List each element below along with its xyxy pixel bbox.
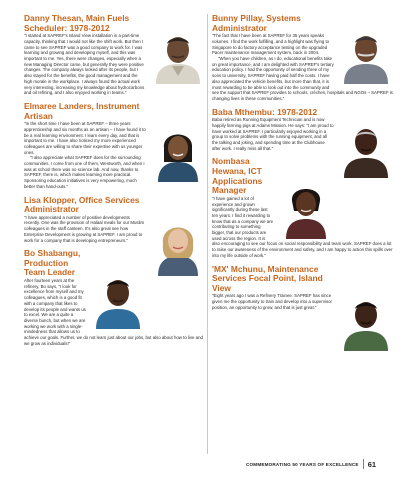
profile-name: Bo Shabangu, Production: [24, 248, 81, 268]
quote-paragraph: "I have gained a lot of experience and grown significantly during these last ten years. I find it rewarding to know that as a company we are contributing to something bigger, that our products are used across the region. It is also encouraging to see our focus on social responsibility and team work. SAPREF does a lot to raise our awareness of the environment and safety, and I am happy to action this spills over into my life outside of work.": [212, 195, 393, 258]
profile-nombasa-hewana: [212, 157, 394, 258]
page-footer: [246, 458, 376, 470]
column-divider: [207, 14, 208, 454]
profile-role: Administrator: [24, 204, 79, 215]
profile-danny-thesan: [24, 14, 206, 96]
profile-name: 'MX' Mchunu, Maintenance: [212, 263, 319, 274]
footer-text: COMMEMORATING 50 YEARS OF EXCELLENCE: [246, 461, 359, 467]
profile-role: Administrator: [212, 22, 267, 33]
quote-paragraph: "In the short time I have been at SAPREF – three years apprenticeship and six months as an artisan – I have found it to be a real learning environment. I learn every day, and that is important to me. I have also noticed my more experienced colleagues are willing to share their expertise with us younger ones.: [24, 121, 146, 155]
profile-bunny-pillay: [212, 14, 394, 102]
quote-paragraph: "I also appreciate what SAPREF does for the surrounding communities. I come from one of them, Wentworth, and when I was at school there was no science lab. And now, thanks to SAPREF, there is, which makes learning more practical. Sponsoring education initiatives is very empowering, much better than hand-outs.": [24, 155, 145, 189]
profile-lisa-klopper: [24, 196, 206, 244]
profile-role: Team Leader: [24, 267, 76, 278]
quote-paragraph: After fourteen years at the refinery, Bo says, "I look for excellence from myself and my colleagues, which is a good fit with a company that likes to develop its people and wants us to excel. We are a quite a diverse bunch, but when we are working we work with a single-mindedness that allows us to achieve our goals. Further, we do not learn just about our jobs, but also about how to live and we grow as individuals!": [24, 278, 203, 346]
profile-name: Elmaree Landers, Instrument: [24, 100, 140, 111]
profile-name: Lisa Klopper, Office Services: [24, 194, 140, 205]
profile-role: Scheduler: 1978-2012: [24, 22, 110, 33]
profile-name: Baba Mthembu: 1978-2012: [212, 106, 318, 117]
footer-divider: [363, 459, 364, 469]
portrait-photo: [150, 122, 206, 182]
profile-role: Applications Manager: [212, 175, 263, 196]
quote-paragraph: "When you have children, as I do, educational benefits take on great importance, and I am delighted with SAPREF's tertiary education policy. I had the opportunity of sending three of my sons to university, SAPREF having paid half the costs. I have also appreciated the vehicle benefits, but more than that, it is most rewarding to be able to look out into the community and see the support that SAPREF provides to schools, crèches, hospitals and NGOs – SAPREF is changing lives in these communities.": [212, 56, 393, 101]
portrait-photo: [90, 267, 146, 329]
page-number: 61: [367, 459, 377, 469]
profile-role: Artisan: [24, 110, 53, 121]
profile-bo-shabangu: [24, 249, 206, 346]
portrait-photo: [338, 289, 394, 351]
profile-elmaree-landers: [24, 102, 206, 190]
quote-paragraph: "Eight years ago I was a Refinery Trainee. SAPREF has since given me the opportunity to train and develop into a supervisor position, an opportunity to grow, and that is just great.": [212, 293, 333, 310]
portrait-photo: [150, 26, 206, 84]
quote-paragraph: "I have appreciated a number of positive developments recently. One was the provision of Halaal meals for our Muslim colleagues in the staff canteen. It's also great see how Enterprise Development is growing at SAPREF. I am proud to work for a company that is developing entrepreneurs.": [24, 214, 145, 243]
quote-paragraph: "The fact that I have been at SAPREF for 35 years speaks volumes. I find the work fulfilling, and a highlight was flying to Singapore to do factory acceptance testing on the upgraded Pacer maintenance management system, back in 2004.: [212, 33, 330, 56]
profile-name: Bunny Pillay, Systems: [212, 13, 301, 23]
left-column: [24, 14, 206, 352]
profile-name: Nombasa Hewana, ICT: [212, 156, 262, 177]
profile-role: Services Focal Point, Island: [212, 273, 323, 284]
portrait-photo: [338, 26, 394, 84]
right-column: [212, 14, 394, 353]
profile-baba-mthembu: [212, 108, 394, 152]
profile-mx-mchunu: [212, 265, 394, 311]
quote-paragraph: Baba retired as Running Equipment Technician and is now happily farming pigs at Adams Mission. He says: "I am proud to have worked at SAPREF. I particularly enjoyed working in a group to solve problems with the running equipment, and all the talking and joking, and spending time at the Clubhouse after work. I really miss all that.": [212, 117, 334, 151]
profile-role: View: [212, 282, 231, 293]
profile-name: Danny Thesan, Main Fuels: [24, 13, 130, 23]
portrait-photo: [278, 177, 334, 239]
quote-paragraph: "I started at SAPREF's Island View installation in a part-time capacity, thinking that I would not like the shift work. But then I came to see SAPREF was a good company to work for. I was learning and growing and developing myself, and this was important to me. Yes, there were changes, especially when a new Managing Director came, but generally they were positive changes. The company always looked after its people, but I also stayed for the benefits, the good management and the high morale in the workplace. I always found the actual work very interesting, increasing my knowledge about hydrocarbons and oil refining, and I also enjoyed working in teams.": [24, 33, 145, 96]
